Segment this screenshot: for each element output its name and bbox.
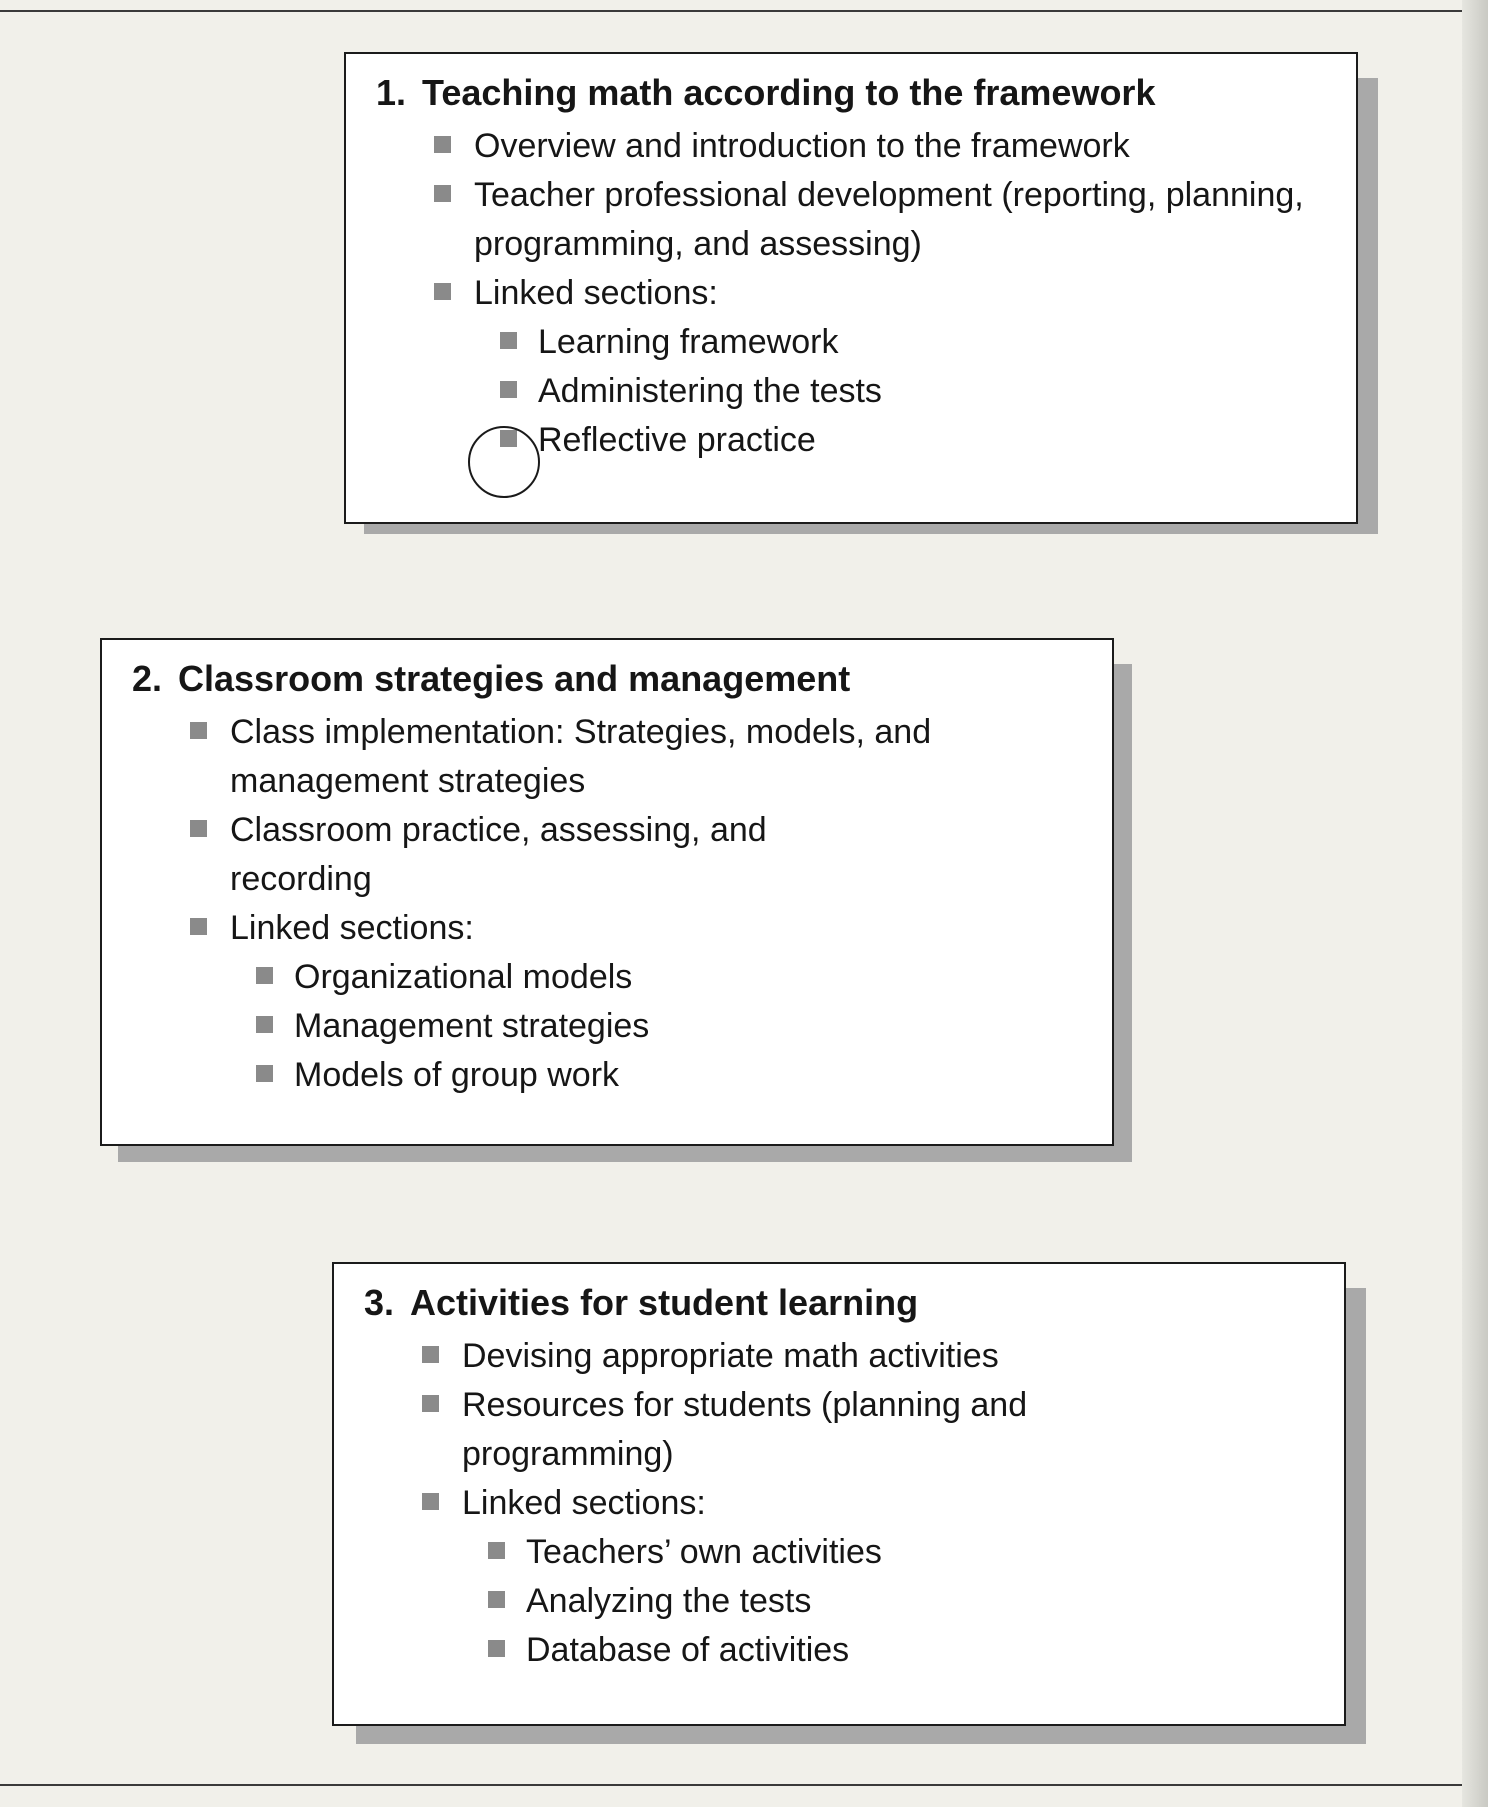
panel-title (364, 1280, 1324, 1326)
list-item (186, 806, 830, 904)
item-list (132, 708, 946, 1100)
sub-list-item (484, 1577, 1158, 1626)
item-text: Linked sections: (230, 909, 474, 947)
panel-number: 3. (364, 1282, 395, 1323)
square-bullet-icon (422, 1395, 439, 1412)
item-text: Teachers’ own activities (526, 1533, 882, 1571)
square-bullet-icon (256, 1065, 273, 1082)
item-text: Reflective practice (538, 421, 816, 459)
item-text: Resources for students (planning and programming) (462, 1386, 1028, 1473)
item-text: Models of group work (294, 1056, 620, 1094)
sub-list-item (484, 1626, 1158, 1675)
square-bullet-icon (434, 185, 451, 202)
list-item (430, 269, 1336, 465)
item-text: Organizational models (294, 958, 633, 996)
item-list (364, 1332, 1158, 1675)
list-item (418, 1479, 1158, 1675)
item-text: Learning framework (538, 323, 839, 361)
list-item (430, 122, 1336, 171)
panel-number: 2. (132, 658, 163, 699)
item-text: Linked sections: (474, 274, 718, 312)
panel-box (332, 1262, 1346, 1726)
panel-number: 1. (376, 72, 407, 113)
square-bullet-icon (256, 1016, 273, 1033)
square-bullet-icon (190, 722, 207, 739)
page-bottom-rule (0, 1784, 1462, 1786)
page-top-rule (0, 10, 1462, 12)
square-bullet-icon (422, 1493, 439, 1510)
square-bullet-icon (500, 332, 517, 349)
item-text: Overview and introduction to the framework (474, 127, 1130, 165)
sub-list-item (496, 367, 1336, 416)
item-text: Linked sections: (462, 1484, 706, 1522)
panel-title-text: Classroom strategies and management (178, 658, 851, 699)
panel-title-text: Teaching math according to the framework (422, 72, 1156, 113)
sub-item-list (462, 1528, 1158, 1675)
square-bullet-icon (488, 1640, 505, 1657)
panel-title (132, 656, 1092, 702)
item-list (376, 122, 1336, 465)
square-bullet-icon (488, 1542, 505, 1559)
sub-list-item (252, 1051, 946, 1100)
sub-list-item (252, 1002, 946, 1051)
square-bullet-icon (488, 1591, 505, 1608)
square-bullet-icon (500, 381, 517, 398)
square-bullet-icon (256, 967, 273, 984)
panel-box (100, 638, 1114, 1146)
hand-drawn-circle-icon (468, 426, 540, 498)
item-text: Management strategies (294, 1007, 650, 1045)
item-text: Teacher professional development (reporting, planning, programming, and assessing) (474, 176, 1304, 263)
list-item (186, 904, 946, 1100)
list-item (418, 1381, 1142, 1479)
item-text: Class implementation: Strategies, models, and management strategies (230, 713, 932, 800)
square-bullet-icon (190, 820, 207, 837)
square-bullet-icon (422, 1346, 439, 1363)
item-text: Administering the tests (538, 372, 882, 410)
sub-list-item (252, 953, 946, 1002)
list-item (430, 171, 1336, 269)
square-bullet-icon (190, 918, 207, 935)
sub-item-list (474, 318, 1336, 465)
square-bullet-icon (434, 283, 451, 300)
page-edge (1462, 0, 1488, 1807)
panel-title (376, 70, 1336, 116)
sub-list-item (496, 416, 1336, 465)
item-text: Devising appropriate math activities (462, 1337, 999, 1375)
item-text: Database of activities (526, 1631, 850, 1669)
panel-title-text: Activities for student learning (410, 1282, 919, 1323)
item-text: Analyzing the tests (526, 1582, 812, 1620)
sub-list-item (496, 318, 1336, 367)
list-item (418, 1332, 1158, 1381)
item-text: Classroom practice, assessing, and recording (230, 811, 767, 898)
list-item (186, 708, 946, 806)
square-bullet-icon (434, 136, 451, 153)
sub-list-item (484, 1528, 1158, 1577)
sub-item-list (230, 953, 946, 1100)
